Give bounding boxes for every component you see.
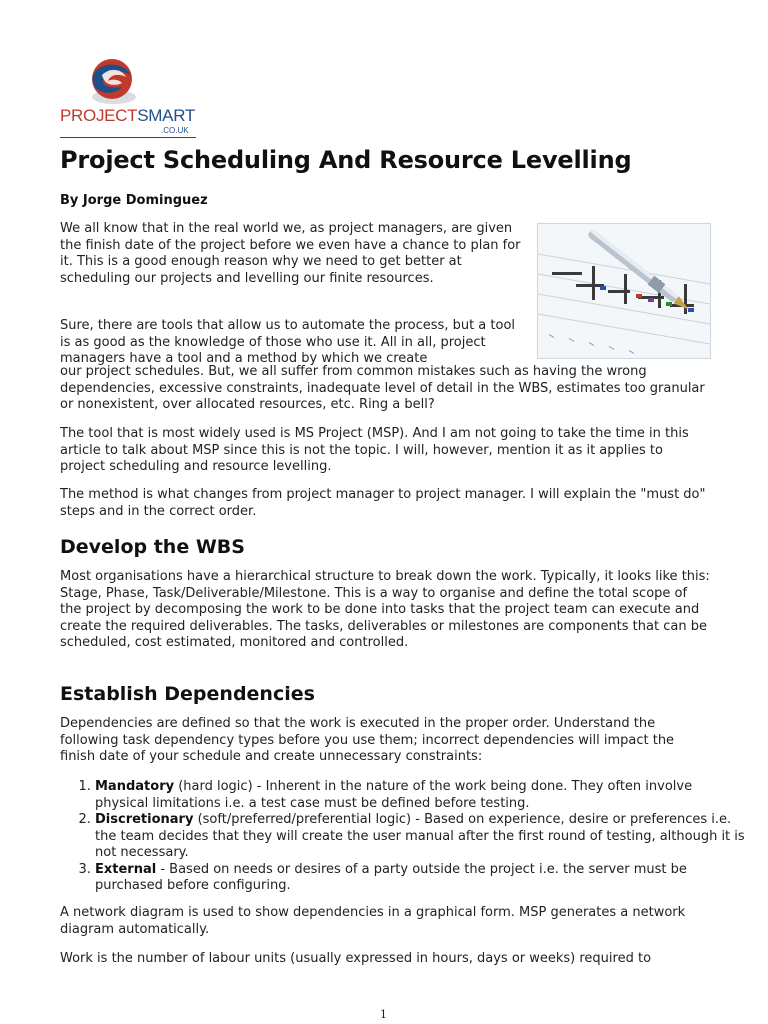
gantt-chart-photo bbox=[537, 223, 711, 359]
dependency-term: Discretionary bbox=[95, 812, 194, 827]
page-number: 1 bbox=[380, 1008, 387, 1021]
logo-domain: .CO.UK bbox=[161, 126, 189, 135]
logo-wordmark bbox=[60, 106, 195, 126]
logo-word-smart: SMART bbox=[137, 106, 195, 125]
svg-text:━━: ━━ bbox=[587, 340, 596, 349]
method-paragraph: The method is what changes from project manager to project manager. I will explain the "must do" steps and in the correct order. bbox=[60, 487, 706, 519]
work-paragraph: Work is the number of labour units (usually expressed in hours, days or weeks) required to bbox=[60, 951, 652, 966]
tools-paragraph-part1: Sure, there are tools that allow us to automate the process, but a tool is as good as the knowledge of those who use it. All in all, project managers have a tool and a method by which we create bbox=[60, 318, 516, 366]
dependency-term: External bbox=[95, 861, 157, 877]
msp-paragraph: The tool that is most widely used is MS Project (MSP). And I am not going to take the time in this article to talk about MSP since this is not the topic. I will, however, mention it as it applies to project scheduling and resource levelling. bbox=[60, 426, 689, 474]
network-diagram-paragraph: A network diagram is used to show dependencies in a graphical form. MSP generates a network diagram automatically. bbox=[60, 905, 686, 937]
logo-word-project: PROJECT bbox=[60, 106, 138, 125]
page-title: Project Scheduling And Resource Levelling bbox=[60, 146, 632, 174]
author-byline: By Jorge Dominguez bbox=[60, 193, 208, 208]
svg-text:━━: ━━ bbox=[547, 332, 556, 341]
logo-swirl-icon bbox=[82, 57, 142, 109]
logo-underline bbox=[60, 137, 196, 138]
dependencies-paragraph: Dependencies are defined so that the work is executed in the proper order. Understand the following task dependency types before you use them; incorrect dependencies will impact the finish date of your schedule and create unnecessary constraints: bbox=[60, 716, 675, 764]
wbs-paragraph: Most organisations have a hierarchical structure to break down the work. Typically, it looks like this: Stage, Phase, Task/Deliverable/Milestone. This is a way to organise and define the total scope of the project by decomposing the work to be done into tasks that the project team can execute and create the required deliverables. The tasks, deliverables or milestones are components that can be scheduled, cost estimated, monitored and controlled. bbox=[60, 569, 710, 650]
svg-text:━━: ━━ bbox=[567, 336, 576, 345]
intro-paragraph: We all know that in the real world we, as project managers, are given the finish date of the project before we even have a chance to plan for it. This is a good enough reason why we need to get better at scheduling our projects and levelling our finite resources. bbox=[60, 221, 521, 286]
list-item bbox=[95, 812, 745, 862]
svg-text:━━: ━━ bbox=[607, 344, 616, 353]
dependency-description: (hard logic) - Inherent in the nature of the work being done. They often involve physical limitations i.e. a test case must be defined before testing. bbox=[95, 779, 693, 811]
svg-text:━━: ━━ bbox=[627, 348, 636, 357]
list-item bbox=[95, 779, 745, 812]
list-item bbox=[95, 862, 745, 895]
heading-develop-wbs: Develop the WBS bbox=[60, 536, 245, 558]
dependency-types-list bbox=[60, 779, 745, 895]
dependency-description: - Based on needs or desires of a party outside the project i.e. the server must be purchased before configuring. bbox=[95, 861, 687, 893]
tools-paragraph-part2: our project schedules. But, we all suffer from common mistakes such as having the wrong dependencies, excessive constraints, inadequate level of detail in the WBS, estimates too granular or nonexistent, over allocated resources, etc. Ring a bell? bbox=[60, 364, 705, 412]
heading-establish-dependencies: Establish Dependencies bbox=[60, 683, 315, 705]
projectsmart-logo bbox=[60, 57, 200, 139]
gantt-pen-illustration bbox=[538, 224, 710, 358]
dependency-term: Mandatory bbox=[95, 779, 175, 794]
dependency-description: (soft/preferred/preferential logic) - Based on experience, desire or preferences i.e. the team decides that they will create the user manual after the first round of testing, although it is not necessary. bbox=[95, 812, 745, 860]
